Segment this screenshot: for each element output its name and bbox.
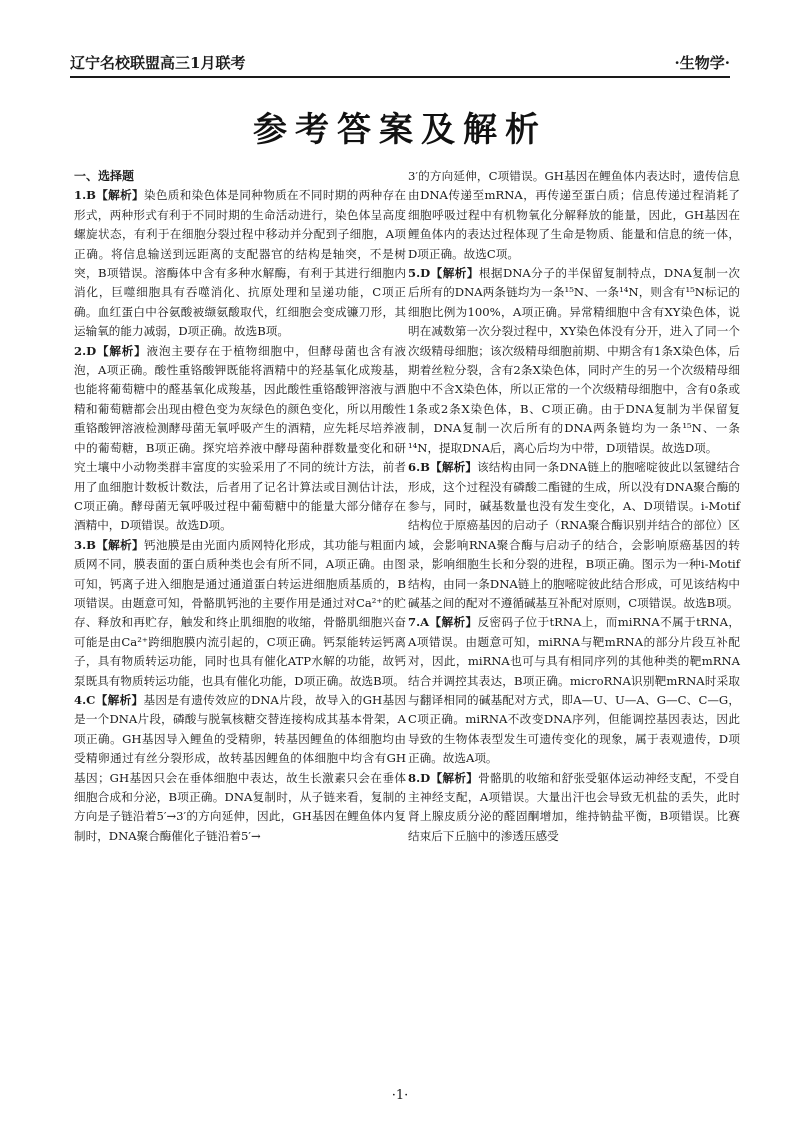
answer-number: 8.D (408, 770, 431, 785)
analysis-tag: 【解析】 (430, 266, 479, 281)
answer-number: 5.D (408, 266, 431, 281)
section-heading: 一、选择题 (74, 169, 135, 183)
answer-number: 1.B (74, 188, 96, 203)
answer-item-5 (408, 264, 740, 458)
answer-text: 钙池膜是由光面内质网特化形成，其功能与粗面内质网不同，膜表面的蛋白质种类也会有所不同，A项正确。由图可知，钙离子进入细胞是通过通道蛋白转运进细胞质基质的，B项错误。由题意可知，骨骼肌钙池的主要作用是通过对Ca²⁺的贮存、释放和再贮存，触发和终止肌细胞的收缩，骨骼肌细胞兴奋可能是由Ca²⁺跨细胞膜内流引起的，C项正确。钙泵能转运钙离子，具有物质转运功能，同时也具有催化ATP水解的功能，故钙泵既具有物质转运功能，也具有催化功能，D项正确。故选B项。 (74, 537, 406, 688)
answer-item-4 (74, 691, 406, 846)
analysis-tag: 【解析】 (95, 537, 144, 552)
left-column (74, 167, 406, 846)
answer-text: 根据DNA分子的半保留复制特点，DNA复制一次后所有的DNA两条链均为一条¹⁵N、一条¹⁴N，则含有¹⁵N标记的细胞比例为100%，A项正确。异常精细胞中含有XY染色体，说明在减数第一次分裂过程中，XY染色体没有分开，进入了同一个次级精母细胞；该次级精母细胞前期、中期含有1条X染色体，后期着丝粒分裂，含有2条X染色体，同时产生的另一个次级精母细胞中不含X染色体，所以正常的一个次级精母细胞中，含有0条或1条或2条X染色体，B、C项正确。由于DNA复制为半保留复制，DNA复制一次后所有的DNA两条链均为一条¹⁵N、一条¹⁴N，提取DNA后，离心后均为中带，D项错误。故选D项。 (408, 266, 740, 455)
answer-number: 3.B (74, 537, 96, 552)
answer-item-2 (74, 342, 406, 536)
analysis-tag: 【解析】 (95, 188, 144, 203)
answer-number: 4.C (74, 692, 96, 707)
page-title: 参考答案及解析 (253, 110, 547, 150)
answer-item-4-continued (408, 167, 740, 264)
exam-name: 辽宁名校联盟高三1月联考 (70, 54, 246, 72)
analysis-tag: 【解析】 (95, 692, 144, 707)
page-header (70, 52, 730, 78)
answer-text: 该结构由同一条DNA链上的胞嘧啶彼此以氢键结合形成，这个过程没有磷酸二酯键的生成，所以没有DNA聚合酶的参与，同时，碱基数量也没有发生变化，A、D项错误。i-Motif结构位于原癌基因的启动子（RNA聚合酶识别并结合的部位）区域，会影响RNA聚合酶与启动子的结合，会影响原癌基因的转录，影响细胞生长和分裂的进程，B项正确。图示为一种i-Motif结构，由同一条DNA链上的胞嘧啶彼此结合形成，可见该结构中碱基之间的配对不遵循碱基互补配对原则，C项错误。故选B项。 (408, 460, 740, 610)
answer-item-8 (408, 769, 740, 847)
answer-text: 反密码子位于tRNA上，而miRNA不属于tRNA，A项错误。由题意可知，miRNA与靶mRNA的部分片段互补配对，因此，miRNA也可与具有相同序列的其他种类的靶mRNA结合并调控其表达，B项正确。microRNA识别靶mRNA时采取与翻译相同的碱基配对方式，即A—U、U—A、G—C、C—G，C项正确。miRNA不改变DNA序列，但能调控基因表达，因此导致的生物体表型发生可遗传变化的现象，属于表观遗传，D项正确。故选A项。 (408, 615, 740, 766)
answer-item-7 (408, 613, 740, 768)
right-column (408, 167, 740, 846)
analysis-tag: 【解析】 (430, 770, 479, 785)
answer-text: 染色质和染色体是同种物质在不同时期的两种存在形式，两种形式有利于不同时期的生命活动进行，染色体呈高度螺旋状态，有利于在细胞分裂过程中移动并分配到子细胞，A项正确。将信息输送到远距离的支配器官的结构是轴突，不是树突，B项错误。溶酶体中含有多种水解酶，有利于其进行细胞内消化，巨噬细胞具有吞噬消化、抗原处理和呈递功能，C项正确。血红蛋白中谷氨酸被缬氨酸取代，红细胞会变成镰刀形，其运输氧的能力减弱，D项正确。故选B项。 (74, 188, 406, 339)
analysis-tag: 【解析】 (96, 343, 147, 358)
answer-text: 3′的方向延伸，C项错误。GH基因在鲤鱼体内表达时，遗传信息由DNA传递至mRNA，再传递至蛋白质；信息传递过程消耗了细胞呼吸过程中有机物氧化分解释放的能量，因此，GH基因在鲤鱼体内的表达过程体现了生命是物质、能量和信息的统一体，D项正确。故选C项。 (408, 169, 740, 261)
analysis-tag: 【解析】 (429, 615, 478, 630)
answer-item-3 (74, 536, 406, 691)
answer-number: 7.A (408, 615, 430, 630)
answer-item-1 (74, 186, 406, 341)
subject-name: ·生物学· (674, 54, 730, 72)
answer-number: 2.D (74, 343, 97, 358)
answer-text: 基因是有遗传效应的DNA片段，故导入的GH基因是一个DNA片段，磷酸与脱氧核糖交替连接构成其基本骨架，A项正确。GH基因导入鲤鱼的受精卵，转基因鲤鱼的体细胞均由受精卵通过有丝分裂形成，故转基因鲤鱼的体细胞中均含有GH基因；GH基因只会在垂体细胞中表达，故生长激素只会在垂体细胞合成和分泌，B项正确。DNA复制时，从子链来看，复制的方向是子链沿着5′→3′的方向延伸，因此，GH基因在鲤鱼体内复制时，DNA聚合酶催化子链沿着5′→ (74, 692, 406, 843)
page-number: ·1· (391, 1088, 409, 1103)
answer-text: 骨骼肌的收缩和舒张受躯体运动神经支配，不受自主神经支配，A项错误。大量出汗也会导致无机盐的丢失，此时肾上腺皮质分泌的醛固酮增加，维持钠盐平衡，B项错误。比赛结束后下丘脑中的渗透压感受 (408, 770, 740, 843)
answer-item-6 (408, 458, 740, 613)
answer-number: 6.B (408, 460, 430, 475)
answer-text: 液泡主要存在于植物细胞中，但酵母菌也含有液泡，A项正确。酸性重铬酸钾既能将酒精中的羟基氧化成羧基，也能将葡萄糖中的醛基氧化成羧基，因此酸性重铬酸钾溶液与酒精和葡萄糖都会出现由橙色变为灰绿色的颜色变化，所以用酸性重铬酸钾溶液检测酵母菌无氧呼吸产生的酒精，应先耗尽培养液中的葡萄糖，B项正确。探究培养液中酵母菌种群数量变化和研究土壤中小动物类群丰富度的实验采用了不同的统计方法，前者用了血细胞计数板计数法，后者用了记名计算法或目测估计法，C项正确。酵母菌无氧呼吸过程中葡萄糖中的能量大部分储存在酒精中，D项错误。故选D项。 (74, 343, 406, 533)
analysis-tag: 【解析】 (429, 460, 478, 475)
